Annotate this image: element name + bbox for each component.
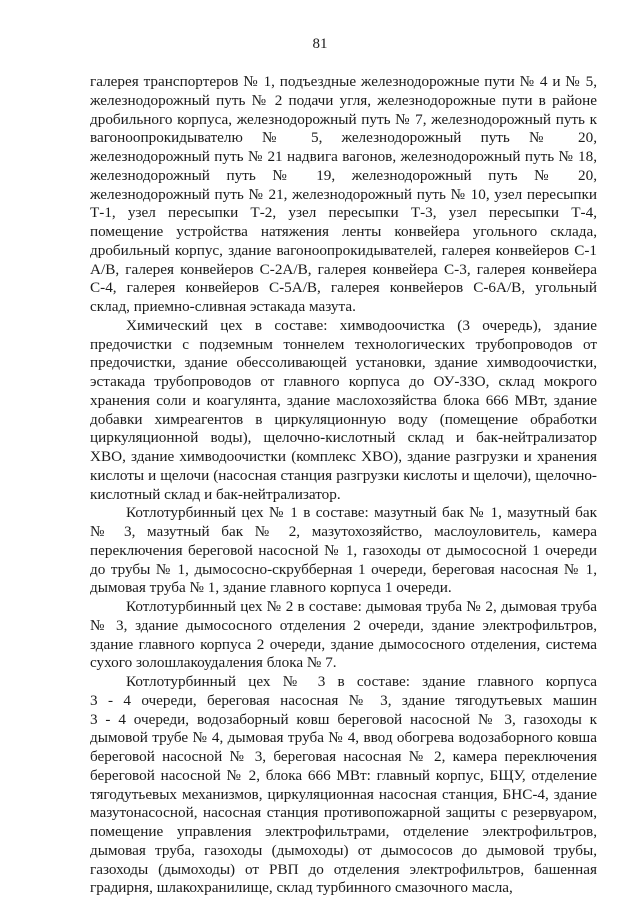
text-line: береговой насосной № 3, береговая насосная № 2, камера переключения (90, 748, 597, 765)
document-body (90, 73, 597, 898)
page-number: 81 (312, 36, 328, 52)
paragraph (90, 673, 597, 898)
text-line: циркуляционной воды), щелочно-кислотный склад и бак-нейтрализатор (90, 429, 597, 447)
text-line: 3 - 4 очереди, береговая насосная № 3, здание тягодутьевых машин (90, 691, 597, 709)
text-line: помещение устройства натяжения ленты конвейера угольного склада, (90, 223, 597, 240)
text-line: береговой насосной № 2, блока 666 МВт: главный корпус, БЩУ, отделение (90, 766, 597, 784)
text-line: кислоты и щелочи (насосная станция разгрузки кислоты и щелочи), щелочно- (90, 466, 597, 484)
text-line: железнодорожный путь № 21 надвига вагонов, железнодорожный путь № 18, (90, 148, 597, 165)
text-line: помещение управления электрофильтрами, отделение электрофильтров, (90, 823, 597, 840)
paragraph (90, 504, 597, 598)
paragraph (90, 598, 597, 673)
text-line: Т-1, узел пересыпки Т-2, узел пересыпки Т-3, узел пересыпки Т-4, (90, 204, 597, 222)
text-line: ХВО, здание химводоочистки (комплекс ХВО), здание разгрузки и хранения (90, 448, 597, 465)
text-line: до трубы № 1, дымососно-скрубберная 1 очереди, береговая насосная № 1, (90, 560, 597, 578)
text-line: железнодорожный путь № 19, железнодорожный путь № 20, (90, 166, 597, 184)
text-line: градирня, шлакохранилище, склад турбинного смазочного масла, (90, 879, 513, 897)
text-line: эстакада трубопроводов от главного корпуса до ОУ-ЗЗО, склад мокрого (90, 373, 597, 390)
text-line: дымовой трубе № 4, дымовая труба № 4, ввод обогрева водозаборного ковша (90, 729, 597, 747)
text-line: Котлотурбинный цех № 3 в составе: здание главного корпуса (126, 673, 597, 690)
paragraph (90, 73, 597, 317)
text-line: дымовая труба, газоходы (дымоходы) от дымососов до дымовой трубы, (90, 841, 597, 859)
text-line: сухого золошлакоудаления блока № 7. (90, 654, 337, 672)
text-line: А/В, галерея конвейеров С-2А/В, галерея конвейера С-3, галерея конвейера (90, 260, 597, 278)
text-line: Котлотурбинный цех № 1 в составе: мазутный бак № 1, мазутный бак (126, 504, 597, 522)
text-line: железнодорожный путь № 2 подачи угля, железнодорожные пути в районе (90, 91, 597, 109)
text-line: добавки химреагентов в циркуляционную воду (помещение обработки (90, 410, 597, 428)
text-line: кислотный склад и бак-нейтрализатор. (90, 485, 341, 503)
text-line: дробильного корпуса, железнодорожный путь № 7, железнодорожный путь к (90, 110, 597, 128)
text-line: предочистки с подземным тоннелем технологических трубопроводов от (90, 335, 597, 353)
text-line: железнодорожный путь № 21, железнодорожный путь № 10, узел пересыпки (90, 185, 597, 203)
text-line: хранения соли и коагулянта, здание маслохозяйства блока 666 МВт, здание (90, 391, 597, 409)
text-line: С-4, галерея конвейеров С-5А/В, галерея конвейеров С-6А/В, угольный (90, 279, 597, 297)
text-line: здание главного корпуса 2 очереди, здание дымососного отделения, система (90, 635, 597, 653)
text-line: № 3, здание дымососного отделения 2 очереди, здание электрофильтров, (90, 616, 597, 634)
text-line: мазутонасосной, насосная станция противопожарной защиты с резервуаром, (90, 804, 597, 822)
text-line: Котлотурбинный цех № 2 в составе: дымовая труба № 2, дымовая труба (126, 598, 597, 615)
text-line: 3 - 4 очереди, водозаборный ковш береговой насосной № 3, газоходы к (90, 710, 597, 728)
text-line: Химический цех в составе: химводоочистка (3 очередь), здание (126, 316, 597, 334)
text-line: предочистки, здание обессоливающей установки, здание химводоочистки, (90, 354, 597, 372)
paragraph (90, 317, 597, 505)
text-line: дымовая труба № 1, здание главного корпуса 1 очереди. (90, 579, 452, 597)
text-line: переключения береговой насосной № 1, газоходы от дымососной 1 очереди (90, 541, 597, 559)
text-line: галерея транспортеров № 1, подъездные железнодорожные пути № 4 и № 5, (90, 73, 597, 90)
text-line: № 3, мазутный бак № 2, мазутохозяйство, маслоуловитель, камера (90, 523, 597, 540)
text-line: склад, приемно-сливная эстакада мазута. (90, 298, 356, 315)
text-line: тягодутьевых механизмов, циркуляционная насосная станция, БНС-4, здание (90, 785, 597, 803)
text-line: газоходы (дымоходы) от РВП до отделения электрофильтров, башенная (90, 860, 597, 878)
text-line: дробильный корпус, здание вагоноопрокидывателей, галерея конвейеров С-1 (90, 241, 597, 259)
text-line: вагоноопрокидывателю № 5, железнодорожный путь № 20, (90, 129, 597, 147)
